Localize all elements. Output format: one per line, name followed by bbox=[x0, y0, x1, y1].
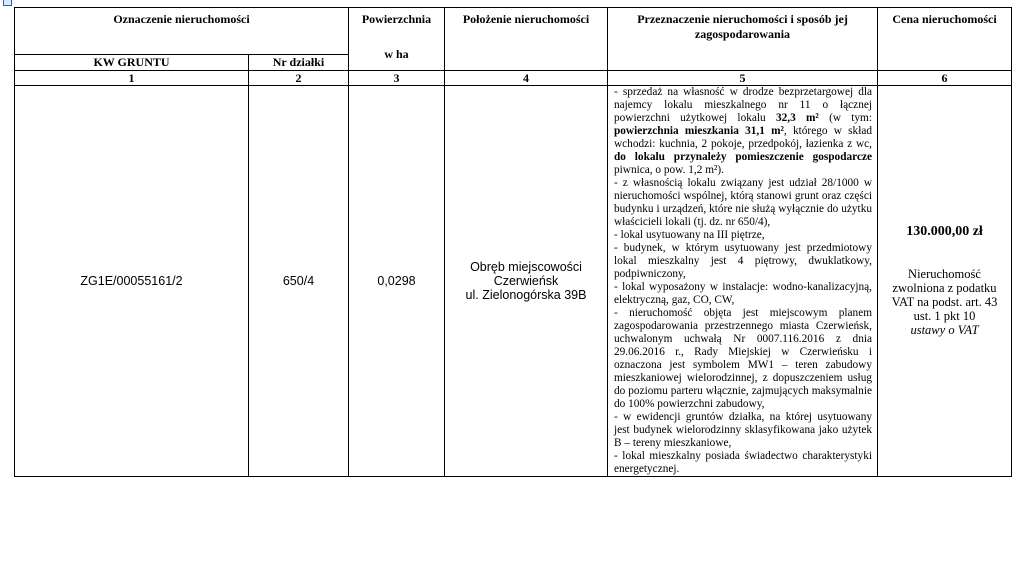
header-nr-label: Nr działki bbox=[272, 55, 325, 69]
column-number: 5 bbox=[608, 71, 878, 86]
desc-text: , którego w skład wchodzi: kuchnia, 2 pokoje, przedpokój, łazienka z wc, bbox=[614, 125, 872, 150]
header-przeznaczenie bbox=[608, 8, 878, 71]
desc-paragraph: - lokal wyposażony w instalacje: wodno-kanalizacyjną, elektryczną, gaz, CO, CW, bbox=[614, 281, 872, 306]
desc-paragraph: - budynek, w którym usytuowany jest przedmiotowy lokal mieszkalny jest 4 piętrowy, dwuklatkowy, podpiwniczony, bbox=[614, 242, 872, 280]
powierzchnia-cell: 0,0298 bbox=[349, 86, 445, 477]
column-number: 3 bbox=[349, 71, 445, 86]
header-polozenie-label: Położenie nieruchomości bbox=[462, 12, 590, 26]
column-number: 1 bbox=[15, 71, 249, 86]
column-number: 2 bbox=[249, 71, 349, 86]
header-cena bbox=[878, 8, 1012, 71]
desc-paragraph: - w ewidencji gruntów działka, na której usytuowany jest budynek wielorodzinny sklasyfikowana jako użytek B – tereny mieszkaniowe, bbox=[614, 411, 872, 449]
property-table bbox=[14, 7, 1012, 477]
header-powierzchnia-unit: w ha bbox=[384, 47, 409, 61]
vat-line: ustawy o VAT bbox=[910, 323, 979, 337]
polozenie-line: Obręb miejscowości bbox=[470, 260, 582, 274]
polozenie-cell bbox=[445, 86, 608, 477]
vat-line: ust. 1 pkt 10 bbox=[913, 309, 976, 323]
desc-text: piwnica, o pow. 1,2 m²). bbox=[614, 164, 724, 176]
price-amount: 130.000,00 zł bbox=[906, 224, 983, 239]
desc-paragraph: - nieruchomość objęta jest miejscowym planem zagospodarowania przestrzennego miasta Czerwieńsk, uchwalonym uchwałą Nr 0007.116.2016 z dnia 29.06.2016 r., Rady Miejskiej w Czerwieńsku i oznaczona jest symbolem MW1 – teren zabudowy mieszkaniowej wielorodzinnej, z dopuszczeniem usług do poziomu parteru włącznie, zajmujących maksymalnie do 100% powierzchni zabudowy, bbox=[614, 307, 872, 410]
header-polozenie bbox=[445, 8, 608, 71]
column-number: 6 bbox=[878, 71, 1012, 86]
cena-cell bbox=[878, 86, 1012, 477]
desc-bold: powierzchnia mieszkania 31,1 m² bbox=[614, 125, 784, 137]
desc-bold: 32,3 m² bbox=[775, 112, 819, 124]
header-powierzchnia-label: Powierzchnia bbox=[361, 12, 432, 26]
desc-bold: do lokalu przynależy pomieszczenie gospodarcze bbox=[614, 151, 872, 163]
desc-text: (w tym: bbox=[818, 112, 872, 124]
desc-paragraph: - z własnością lokalu związany jest udział 28/1000 w nieruchomości wspólnej, którą stanowi grunt oraz części budynku i urządzeń, które nie służą wyłącznie do użytku właścicieli lokali (tj. dz. nr 650/4), bbox=[614, 177, 872, 228]
desc-paragraph: - lokal usytuowany na III piętrze, bbox=[614, 229, 765, 241]
column-numbers-row bbox=[15, 71, 1012, 86]
table-row bbox=[15, 86, 1012, 477]
vat-line: Nieruchomość bbox=[908, 267, 981, 281]
header-oznaczenie bbox=[15, 8, 349, 55]
column-number: 4 bbox=[445, 71, 608, 86]
vat-line: VAT na podst. art. 43 bbox=[891, 295, 998, 309]
header-przeznaczenie-label: Przeznaczenie nieruchomości i sposób jej zagospodarowania bbox=[637, 12, 848, 41]
vat-line: zwolniona z podatku bbox=[892, 281, 997, 295]
anchor-icon[interactable] bbox=[3, 0, 12, 6]
desc-text: - sprzedaż na własność w drodze bezprzetargowej dla najemcy lokalu mieszkalnego nr 11 o łącznej powierzchni użytkowej lokalu bbox=[614, 86, 872, 124]
desc-paragraph: - lokal mieszkalny posiada świadectwo charakterystyki energetycznej. bbox=[614, 450, 872, 475]
desc-paragraph bbox=[614, 86, 872, 177]
header-oznaczenie-label: Oznaczenie nieruchomości bbox=[113, 12, 250, 26]
top-strip bbox=[0, 0, 1024, 7]
przeznaczenie-cell bbox=[608, 86, 878, 477]
header-powierzchnia bbox=[349, 8, 445, 71]
header-cena-label: Cena nieruchomości bbox=[892, 12, 997, 26]
header-kw-label: KW GRUNTU bbox=[93, 55, 170, 69]
header-kw bbox=[15, 55, 249, 71]
header-nr bbox=[249, 55, 349, 71]
polozenie-line: ul. Zielonogórska 39B bbox=[465, 288, 587, 302]
kw-cell: ZG1E/00055161/2 bbox=[15, 86, 249, 477]
polozenie-line: Czerwieńsk bbox=[493, 274, 559, 288]
nr-dzialki-cell: 650/4 bbox=[249, 86, 349, 477]
